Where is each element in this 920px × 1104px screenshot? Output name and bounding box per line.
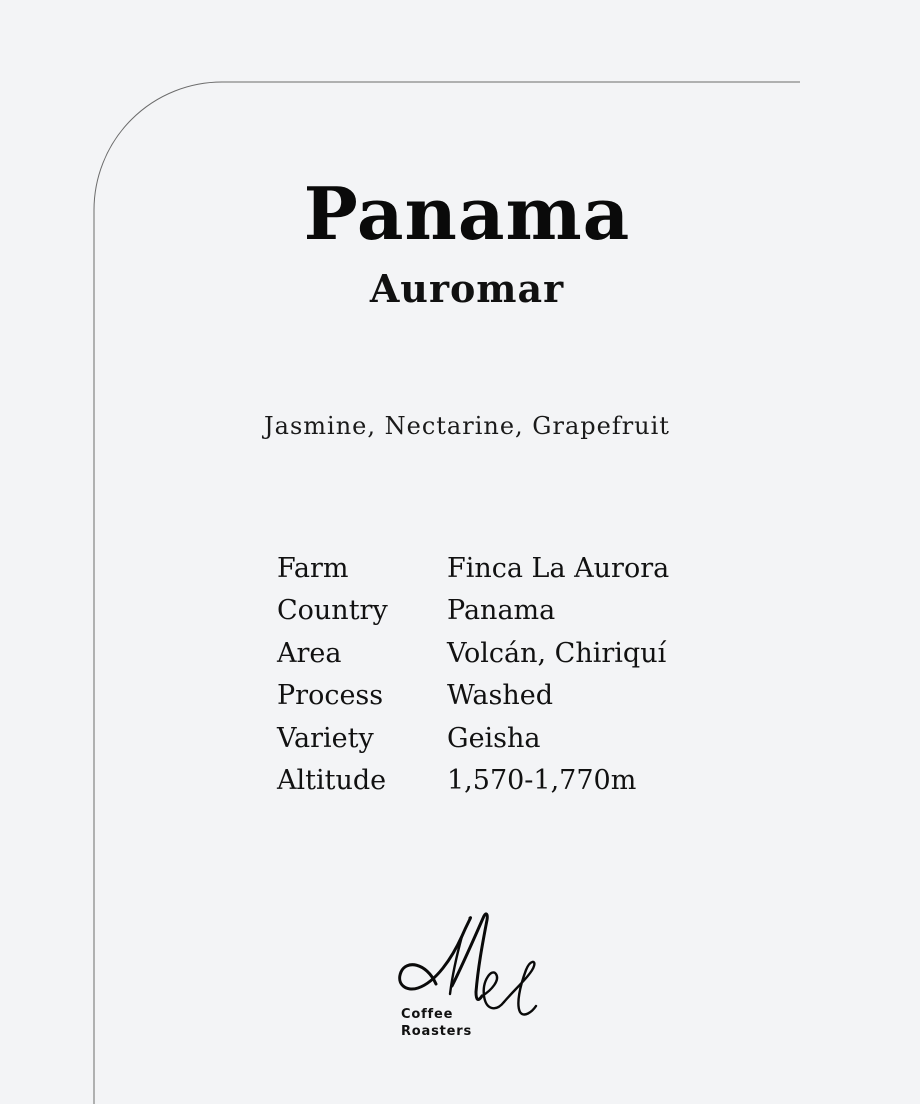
spec-label: Farm	[277, 553, 349, 584]
spec-value: Panama	[447, 595, 556, 627]
spec-label: Process	[277, 680, 384, 712]
spec-value: Geisha	[447, 722, 541, 754]
tasting-notes: Jasmine, Nectarine, Grapefruit	[264, 412, 670, 440]
spec-row-altitude	[277, 760, 669, 802]
brand-line-coffee: Coffee	[401, 1007, 454, 1022]
spec-label: Variety	[277, 722, 374, 754]
spec-label: Area	[277, 637, 342, 669]
spec-value: Washed	[447, 680, 554, 712]
spec-table	[277, 548, 669, 802]
spec-value: 1,570-1,770m	[447, 764, 637, 796]
spec-row-process	[277, 675, 669, 717]
spec-value: Finca La Aurora	[447, 553, 670, 584]
spec-label: Altitude	[277, 764, 387, 796]
spec-value: Volcán, Chiriquí	[447, 637, 667, 669]
origin-title: Panama	[303, 171, 631, 256]
spec-row-farm	[277, 548, 669, 590]
spec-row-variety	[277, 718, 669, 760]
brand-wordmark	[401, 1006, 472, 1040]
spec-label: Country	[277, 595, 388, 627]
brand-line-roasters: Roasters	[401, 1024, 473, 1039]
coffee-name: Auromar	[369, 266, 565, 311]
spec-row-country	[277, 590, 669, 632]
spec-row-area	[277, 633, 669, 675]
